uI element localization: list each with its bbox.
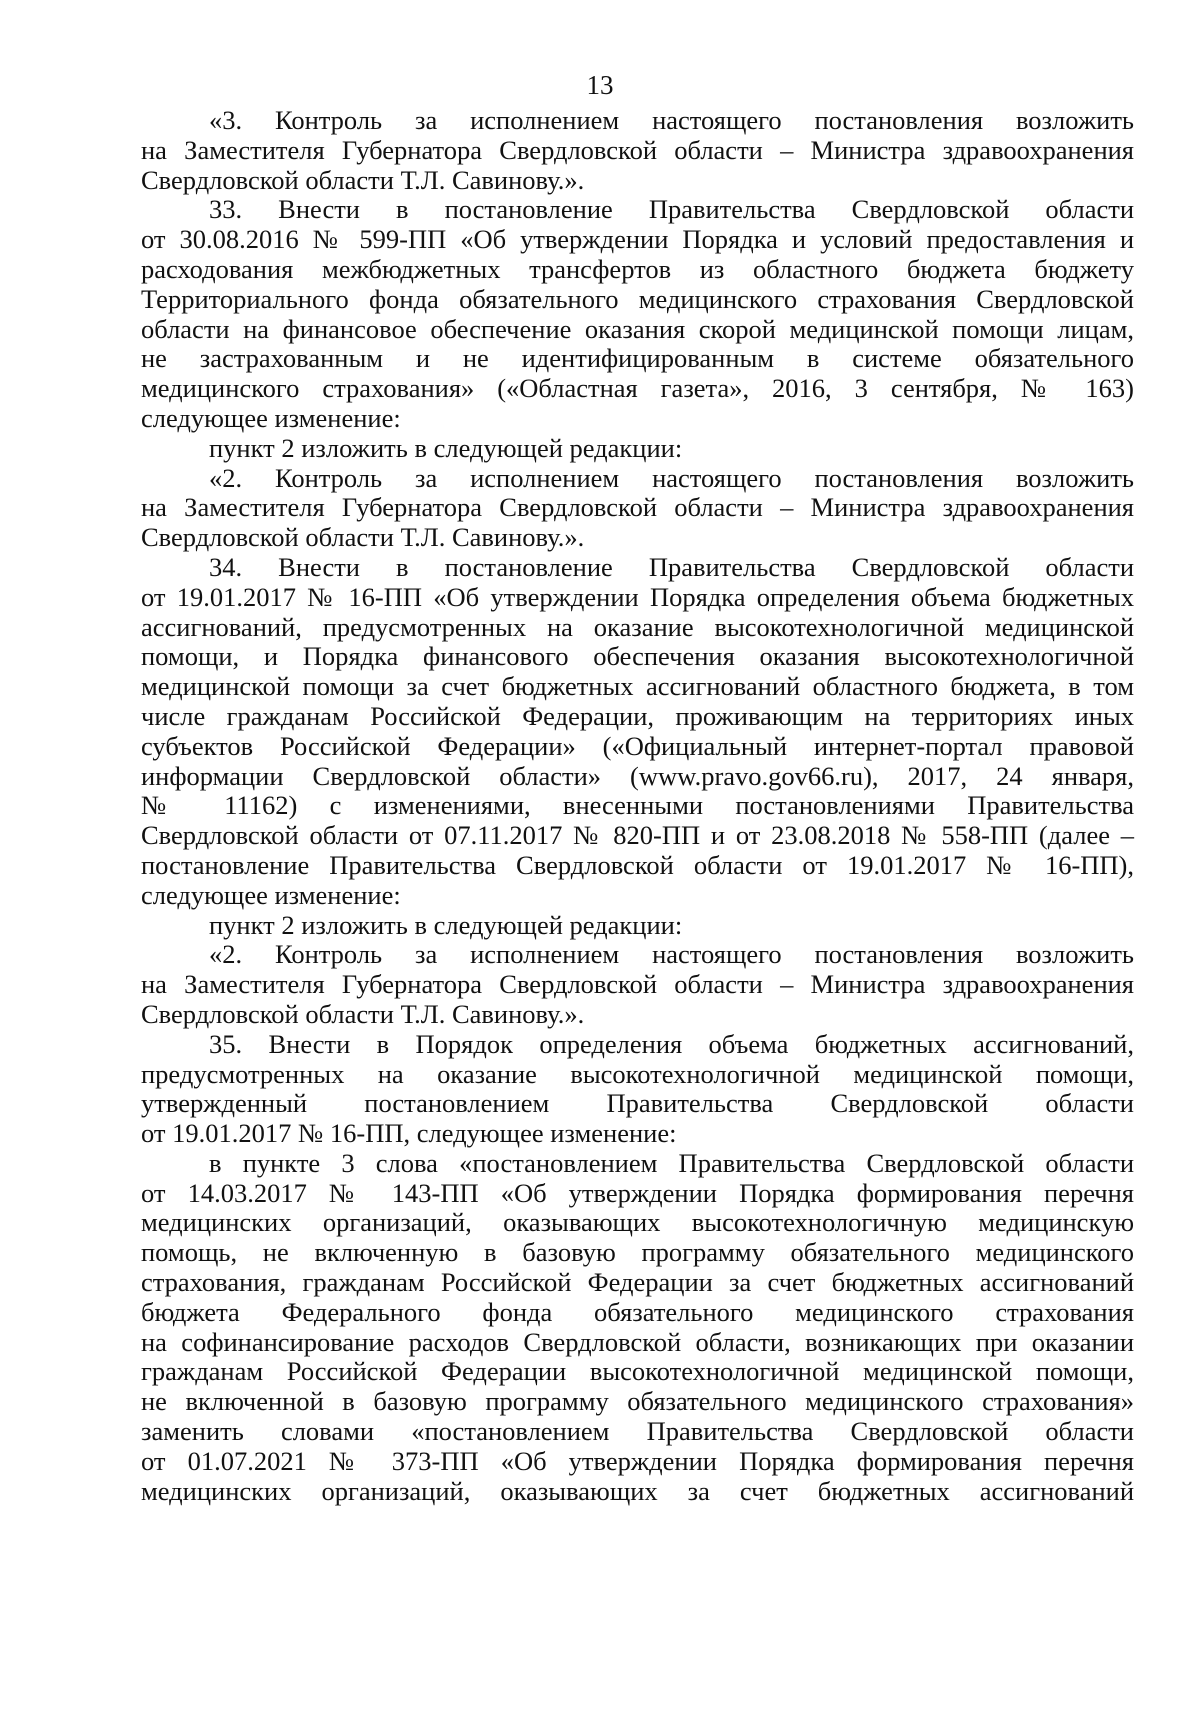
text-line: от 14.03.2017 № 143-ПП «Об утверждении Порядка формирования перечня — [141, 1177, 1134, 1208]
text-line: помощи, и Порядка финансового обеспечения оказания высокотехнологичной — [141, 641, 1134, 672]
text-line: 33. Внести в постановление Правительства Свердловской области — [209, 194, 1134, 225]
text-line: медицинских организаций, оказывающих за счет бюджетных ассигнований — [141, 1475, 1134, 1506]
text-line: Свердловской области Т.Л. Савинову.». — [141, 522, 585, 553]
text-line: Свердловской области Т.Л. Савинову.». — [141, 164, 585, 195]
text-line: на софинансирование расходов Свердловской области, возникающих при оказании — [141, 1326, 1134, 1357]
text-line: информации Свердловской области» (www.pravo.gov66.ru), 2017, 24 января, — [141, 760, 1134, 791]
text-line: ассигнований, предусмотренных на оказание высокотехнологичной медицинской — [141, 611, 1134, 642]
text-line: бюджета Федерального фонда обязательного медицинского страхования — [141, 1296, 1134, 1327]
text-line: на Заместителя Губернатора Свердловской области – Министра здравоохранения — [141, 492, 1134, 523]
text-line: на Заместителя Губернатора Свердловской области – Министра здравоохранения — [141, 969, 1134, 1000]
text-line: от 30.08.2016 № 599-ПП «Об утверждении Порядка и условий предоставления и — [141, 224, 1134, 255]
text-line: № 11162) с изменениями, внесенными постановлениями Правительства — [141, 790, 1134, 821]
text-line: пункт 2 изложить в следующей редакции: — [209, 909, 683, 940]
text-line: медицинской помощи за счет бюджетных ассигнований областного бюджета, в том — [141, 671, 1134, 702]
text-line: постановление Правительства Свердловской области от 19.01.2017 № 16-ПП), — [141, 849, 1134, 880]
text-line: от 19.01.2017 № 16-ПП, следующее изменение: — [141, 1118, 677, 1149]
text-line: «2. Контроль за исполнением настоящего постановления возложить — [209, 462, 1134, 493]
text-line: в пункте 3 слова «постановлением Правительства Свердловской области — [209, 1147, 1134, 1178]
text-line: на Заместителя Губернатора Свердловской области – Министра здравоохранения — [141, 134, 1134, 165]
text-line: «2. Контроль за исполнением настоящего постановления возложить — [209, 939, 1134, 970]
text-line: не застрахованным и не идентифицированным в системе обязательного — [141, 343, 1134, 374]
text-line: числе гражданам Российской Федерации, проживающим на территориях иных — [141, 700, 1134, 731]
text-line: от 01.07.2021 № 373-ПП «Об утверждении Порядка формирования перечня — [141, 1445, 1134, 1476]
text-line: области на финансовое обеспечение оказания скорой медицинской помощи лицам, — [141, 313, 1134, 344]
document-body — [141, 106, 1134, 1506]
text-line: Свердловской области от 07.11.2017 № 820-ПП и от 23.08.2018 № 558-ПП (далее – — [141, 820, 1134, 851]
text-line: страхования, гражданам Российской Федерации за счет бюджетных ассигнований — [141, 1267, 1134, 1298]
text-line: медицинского страхования» («Областная газета», 2016, 3 сентября, № 163) — [141, 373, 1134, 404]
text-line: заменить словами «постановлением Правительства Свердловской области — [141, 1416, 1134, 1447]
text-line: субъектов Российской Федерации» («Официальный интернет-портал правовой — [141, 730, 1134, 761]
text-line: помощь, не включенную в базовую программу обязательного медицинского — [141, 1237, 1134, 1268]
page-number: 13 — [586, 70, 614, 100]
text-line: «3. Контроль за исполнением настоящего постановления возложить — [209, 105, 1134, 135]
text-line: 34. Внести в постановление Правительства Свердловской области — [209, 551, 1134, 582]
text-line: следующее изменение: — [141, 402, 401, 433]
text-line: Свердловской области Т.Л. Савинову.». — [141, 998, 585, 1029]
text-line: утвержденный постановлением Правительства Свердловской области — [141, 1088, 1134, 1119]
text-line: расходования межбюджетных трансфертов из областного бюджета бюджету — [141, 253, 1134, 284]
text-line: от 19.01.2017 № 16-ПП «Об утверждении Порядка определения объема бюджетных — [141, 581, 1134, 612]
text-line: не включенной в базовую программу обязательного медицинского страхования» — [141, 1386, 1134, 1417]
text-line: медицинских организаций, оказывающих высокотехнологичную медицинскую — [141, 1207, 1134, 1238]
text-line: 35. Внести в Порядок определения объема бюджетных ассигнований, — [209, 1028, 1134, 1059]
text-line: Территориального фонда обязательного медицинского страхования Свердловской — [141, 283, 1134, 314]
text-line: предусмотренных на оказание высокотехнологичной медицинской помощи, — [141, 1058, 1134, 1089]
text-line: следующее изменение: — [141, 879, 401, 910]
text-line: гражданам Российской Федерации высокотехнологичной медицинской помощи, — [141, 1356, 1134, 1387]
text-line: пункт 2 изложить в следующей редакции: — [209, 432, 683, 463]
